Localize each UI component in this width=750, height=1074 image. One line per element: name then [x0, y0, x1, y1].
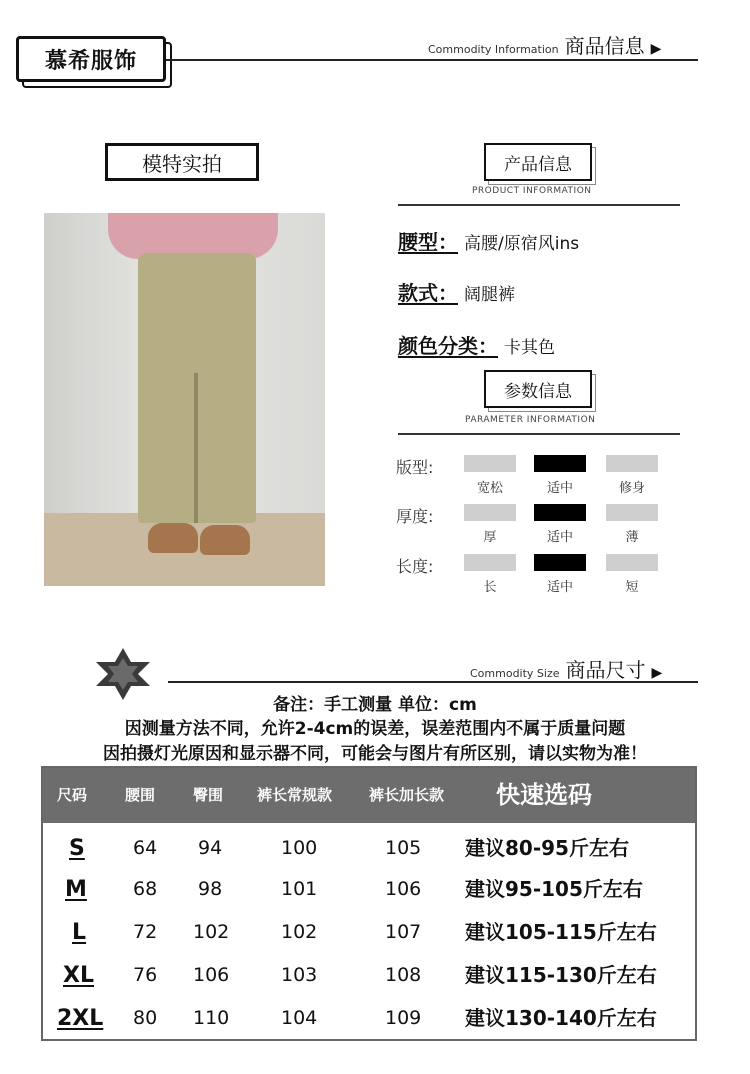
- commodity-size-en: Commodity Size: [470, 667, 560, 680]
- table-row: [43, 954, 695, 997]
- cell-size: 2XL: [57, 1006, 104, 1031]
- param-thickness-key: 厚度:: [396, 507, 434, 526]
- cell-size: S: [69, 836, 85, 861]
- param-length-bar-1: [534, 554, 586, 571]
- brand-logo: [16, 36, 166, 82]
- parameter-info-subtitle: PARAMETER INFORMATION: [465, 415, 596, 425]
- attr-waist-key: 腰型：: [398, 230, 458, 254]
- cell-length-regular: 100: [281, 837, 318, 859]
- product-info-badge: [484, 143, 592, 181]
- attr-color-key: 颜色分类：: [398, 334, 498, 358]
- param-thickness-opt-1: 适中: [546, 530, 573, 545]
- header-divider: [166, 59, 698, 61]
- cell-hip: 98: [198, 878, 223, 900]
- table-row: [43, 997, 695, 1040]
- cell-size: M: [65, 877, 87, 902]
- attr-style: [398, 277, 515, 306]
- cell-recommend: 建议130-140斤左右: [465, 1006, 657, 1030]
- cell-length-long: 106: [385, 878, 422, 900]
- param-fit-bar-1: [534, 455, 586, 472]
- cell-hip: 102: [193, 921, 230, 943]
- model-photo: [44, 213, 325, 586]
- param-thickness-bar-1: [534, 504, 586, 521]
- param-length-bar-0: [464, 554, 516, 571]
- note-tolerance: 因测量方法不同，允许2-4cm的误差，误差范围内不属于质量问题: [124, 719, 626, 739]
- photo-shoe-right: [200, 525, 250, 555]
- cell-waist: 72: [133, 921, 158, 943]
- photo-shoe-left: [148, 523, 198, 553]
- product-info-divider: [398, 204, 680, 206]
- param-length-opt-0: 长: [483, 580, 497, 595]
- attr-waist-value: 高腰/原宿风ins: [464, 234, 580, 254]
- th-length-long: 裤长加长款: [369, 786, 445, 804]
- param-length-bar-2: [606, 554, 658, 571]
- table-row: [43, 868, 695, 911]
- cell-length-long: 109: [385, 1007, 422, 1029]
- brand-name: 慕希服饰: [44, 48, 137, 74]
- th-waist: 腰围: [125, 786, 156, 804]
- note-color-diff: 因拍摄灯光原因和显示器不同，可能会与图片有所区别，请以实物为准！: [103, 744, 647, 764]
- param-row-fit: [396, 455, 666, 499]
- param-thickness-bar-0: [464, 504, 516, 521]
- param-fit-opt-0: 宽松: [476, 481, 503, 496]
- parameter-info-badge: [484, 370, 592, 408]
- cell-length-regular: 103: [281, 964, 318, 986]
- table-row: [43, 911, 695, 954]
- cell-size: L: [72, 920, 87, 945]
- th-size: 尺码: [57, 786, 88, 804]
- th-quick-pick: 快速选码: [496, 781, 592, 809]
- commodity-size-title: [470, 654, 662, 683]
- cell-length-long: 105: [385, 837, 422, 859]
- param-thickness-bar-2: [606, 504, 658, 521]
- attr-waist: [398, 226, 579, 255]
- cell-recommend: 建议105-115斤左右: [465, 920, 657, 944]
- parameter-info-title: 参数信息: [504, 381, 572, 402]
- cell-hip: 110: [193, 1007, 230, 1029]
- model-label: [105, 143, 259, 181]
- size-table-header: [43, 768, 695, 823]
- cell-hip: 94: [198, 837, 223, 859]
- commodity-info-en: Commodity Information: [428, 43, 559, 56]
- attr-color-value: 卡其色: [504, 338, 555, 358]
- note-measure: 备注：手工测量 单位：cm: [273, 695, 477, 715]
- product-info-title: 产品信息: [504, 154, 572, 175]
- cell-recommend: 建议115-130斤左右: [465, 963, 657, 987]
- product-info-subtitle: PRODUCT INFORMATION: [472, 186, 592, 196]
- attr-color: [398, 330, 555, 359]
- cell-waist: 76: [133, 964, 158, 986]
- param-length-opt-2: 短: [625, 580, 639, 595]
- commodity-info-zh: 商品信息: [564, 34, 645, 58]
- param-fit-opt-2: 修身: [618, 481, 645, 496]
- param-row-length: [396, 554, 666, 598]
- param-row-thickness: [396, 504, 666, 548]
- param-fit-bar-0: [464, 455, 516, 472]
- cell-length-regular: 102: [281, 921, 318, 943]
- commodity-size-zh: 商品尺寸: [565, 658, 646, 682]
- commodity-info-title: [428, 30, 661, 59]
- param-length-opt-1: 适中: [546, 580, 573, 595]
- attr-style-value: 阔腿裤: [464, 285, 515, 305]
- cell-length-long: 107: [385, 921, 422, 943]
- size-table: [41, 766, 697, 1041]
- cell-recommend: 建议80-95斤左右: [465, 836, 629, 860]
- param-thickness-opt-2: 薄: [625, 530, 639, 545]
- param-fit-opt-1: 适中: [546, 481, 573, 496]
- param-fit-key: 版型:: [396, 458, 434, 477]
- cell-recommend: 建议95-105斤左右: [465, 877, 643, 901]
- param-length-key: 长度:: [396, 557, 434, 576]
- th-hip: 臀围: [193, 786, 224, 804]
- table-row: [43, 827, 695, 870]
- parameter-info-divider: [398, 433, 680, 435]
- cell-hip: 106: [193, 964, 230, 986]
- cell-size: XL: [63, 963, 94, 988]
- cell-waist: 68: [133, 878, 158, 900]
- play-arrow-icon: ▶: [650, 41, 662, 57]
- cell-waist: 64: [133, 837, 158, 859]
- cell-waist: 80: [133, 1007, 158, 1029]
- param-thickness-opt-0: 厚: [483, 530, 497, 545]
- model-label-text: 模特实拍: [142, 151, 222, 176]
- play-arrow-icon-2: ▶: [651, 665, 663, 681]
- param-fit-bar-2: [606, 455, 658, 472]
- th-length-regular: 裤长常规款: [257, 786, 333, 804]
- cell-length-regular: 101: [281, 878, 318, 900]
- cell-length-regular: 104: [281, 1007, 318, 1029]
- photo-leg-gap: [194, 373, 198, 523]
- cell-length-long: 108: [385, 964, 422, 986]
- attr-style-key: 款式：: [398, 281, 458, 305]
